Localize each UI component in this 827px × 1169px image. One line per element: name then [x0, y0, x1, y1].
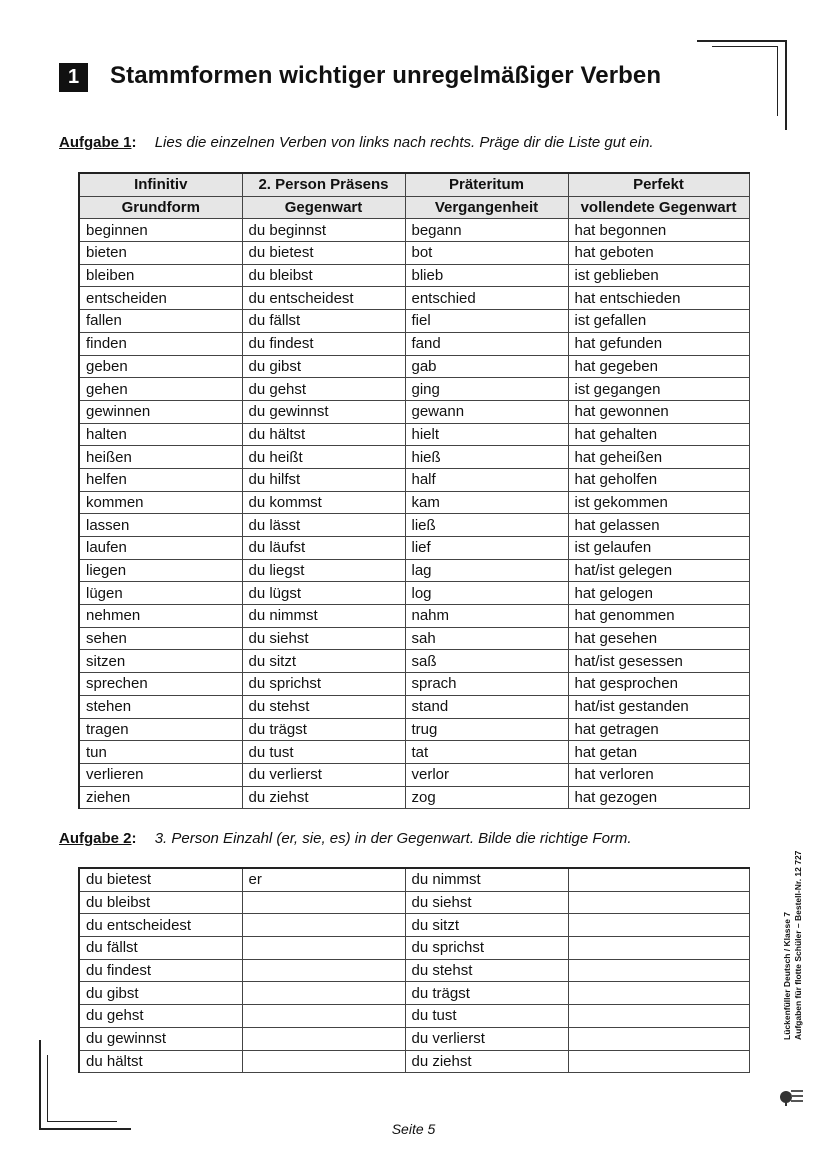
answer-cell[interactable]: [242, 959, 405, 982]
table-row: [79, 219, 749, 242]
table-cell: lassen: [79, 514, 242, 537]
table-cell: gewinnen: [79, 400, 242, 423]
task2-text: 3. Person Einzahl (er, sie, es) in der Gegenwart. Bilde die richtige Form.: [154, 830, 632, 847]
table-cell: entschied: [405, 287, 568, 310]
table-cell: du verlierst: [242, 763, 405, 786]
table-cell: hat genommen: [568, 605, 749, 628]
table-cell: tun: [79, 741, 242, 764]
answer-cell[interactable]: [242, 891, 405, 914]
table-cell: hat geboten: [568, 242, 749, 265]
table-cell: du sitzt: [405, 914, 568, 937]
answer-cell[interactable]: [242, 937, 405, 960]
table-cell: du nimmst: [242, 605, 405, 628]
table-row: [79, 355, 749, 378]
table-row: [79, 491, 749, 514]
table-cell: ist gelaufen: [568, 537, 749, 560]
table-cell: liegen: [79, 559, 242, 582]
corner-line-bottom-vertical-inner: [47, 1055, 48, 1122]
table-cell: hat/ist gestanden: [568, 695, 749, 718]
subheader-vollendete-gegenwart: vollendete Gegenwart: [568, 196, 749, 219]
side-credit: [782, 800, 804, 1040]
table-cell: beginnen: [79, 219, 242, 242]
answer-cell[interactable]: [242, 1005, 405, 1028]
task1-text: Lies die einzelnen Verben von links nach rechts. Präge dir die Liste gut ein.: [154, 134, 654, 151]
table-cell: tat: [405, 741, 568, 764]
table-cell: du heißt: [242, 446, 405, 469]
answer-cell[interactable]: [242, 1027, 405, 1050]
table-cell: hat gesehen: [568, 627, 749, 650]
table-cell: ist gefallen: [568, 310, 749, 333]
table-row: [79, 673, 749, 696]
table-row: [79, 378, 749, 401]
table-cell: sprechen: [79, 673, 242, 696]
table-cell: begann: [405, 219, 568, 242]
task1-instruction: [59, 134, 654, 151]
table-cell: bot: [405, 242, 568, 265]
table-row: [79, 868, 749, 891]
table-cell: zog: [405, 786, 568, 809]
table-row: [79, 650, 749, 673]
table-cell: hielt: [405, 423, 568, 446]
table-cell: du hilfst: [242, 468, 405, 491]
table-cell: du gibst: [242, 355, 405, 378]
table-cell: du hältst: [242, 423, 405, 446]
table-cell: ist gekommen: [568, 491, 749, 514]
table-row: [79, 741, 749, 764]
table-cell: du sprichst: [242, 673, 405, 696]
table-cell: sah: [405, 627, 568, 650]
table-cell: du stehst: [242, 695, 405, 718]
table-cell: kommen: [79, 491, 242, 514]
table-cell: lag: [405, 559, 568, 582]
exercise-table: [78, 867, 750, 1073]
table-row: [79, 1005, 749, 1028]
table-cell: du trägst: [405, 982, 568, 1005]
table-row: [79, 627, 749, 650]
table-cell: log: [405, 582, 568, 605]
answer-cell[interactable]: [242, 1050, 405, 1073]
table-row: [79, 423, 749, 446]
table-cell: hat/ist gesessen: [568, 650, 749, 673]
table-cell: du stehst: [405, 959, 568, 982]
table-cell: sehen: [79, 627, 242, 650]
table-cell: du entscheidest: [242, 287, 405, 310]
table-header-row: [79, 173, 749, 196]
answer-cell[interactable]: [568, 937, 749, 960]
table-cell: du gewinnst: [79, 1027, 242, 1050]
corner-line-top-horizontal-outer: [697, 40, 787, 42]
header-praeteritum: Präteritum: [405, 173, 568, 196]
page-title: Stammformen wichtiger unregelmäßiger Verben: [110, 62, 662, 89]
table-cell: du ziehst: [405, 1050, 568, 1073]
table-row: [79, 605, 749, 628]
header-infinitiv: Infinitiv: [79, 173, 242, 196]
table-cell: du fällst: [79, 937, 242, 960]
table-cell: nahm: [405, 605, 568, 628]
table-row: [79, 914, 749, 937]
table-cell: geben: [79, 355, 242, 378]
task2-colon: :: [131, 830, 137, 847]
table-cell: du siehst: [405, 891, 568, 914]
table-cell: stehen: [79, 695, 242, 718]
answer-cell[interactable]: [242, 982, 405, 1005]
table-cell: du lässt: [242, 514, 405, 537]
table-cell: nehmen: [79, 605, 242, 628]
table-cell: du gehst: [242, 378, 405, 401]
table-row: [79, 559, 749, 582]
table-cell: finden: [79, 332, 242, 355]
table-cell: hat gezogen: [568, 786, 749, 809]
table-cell: ließ: [405, 514, 568, 537]
table-cell: du sprichst: [405, 937, 568, 960]
table-cell: du entscheidest: [79, 914, 242, 937]
table-cell: du beginnst: [242, 219, 405, 242]
table-cell: hat/ist gelegen: [568, 559, 749, 582]
table-row: [79, 332, 749, 355]
table-cell: gab: [405, 355, 568, 378]
table-cell: du hältst: [79, 1050, 242, 1073]
table-cell: gewann: [405, 400, 568, 423]
table-cell: du gibst: [79, 982, 242, 1005]
subheader-gegenwart: Gegenwart: [242, 196, 405, 219]
side-credit-line1: Lückenfüller Deutsch / Klasse 7: [782, 911, 792, 1040]
table-cell: du gewinnst: [242, 400, 405, 423]
task1-colon: :: [131, 134, 137, 151]
publisher-logo: [777, 1086, 805, 1108]
task1-label: Aufgabe 1: [59, 134, 132, 151]
table-row: [79, 937, 749, 960]
answer-cell[interactable]: [242, 914, 405, 937]
table-cell: hat gewonnen: [568, 400, 749, 423]
section-number: 1: [59, 63, 88, 92]
table-cell: hat gefunden: [568, 332, 749, 355]
answer-cell[interactable]: [568, 982, 749, 1005]
table-cell: hat gelassen: [568, 514, 749, 537]
table-cell: hat entschieden: [568, 287, 749, 310]
table-cell: saß: [405, 650, 568, 673]
table-cell: fand: [405, 332, 568, 355]
table-cell: bleiben: [79, 264, 242, 287]
table-row: [79, 468, 749, 491]
answer-cell[interactable]: [568, 891, 749, 914]
table-cell: hat gegeben: [568, 355, 749, 378]
table-cell: trug: [405, 718, 568, 741]
answer-cell[interactable]: [568, 914, 749, 937]
table-cell: du fällst: [242, 310, 405, 333]
table-row: [79, 718, 749, 741]
answer-cell[interactable]: [568, 868, 749, 891]
answer-cell[interactable]: [568, 1005, 749, 1028]
table-row: [79, 514, 749, 537]
table-cell: hat gelogen: [568, 582, 749, 605]
table-cell: fallen: [79, 310, 242, 333]
table-row: [79, 264, 749, 287]
table-cell: verlor: [405, 763, 568, 786]
table-row: [79, 891, 749, 914]
table-cell: hat gesprochen: [568, 673, 749, 696]
corner-line-bottom-vertical-outer: [39, 1040, 41, 1130]
subheader-vergangenheit: Vergangenheit: [405, 196, 568, 219]
table-cell: hat getan: [568, 741, 749, 764]
table-row: [79, 695, 749, 718]
table-cell: blieb: [405, 264, 568, 287]
answer-cell[interactable]: [568, 1050, 749, 1073]
table-cell: half: [405, 468, 568, 491]
table-cell: du findest: [79, 959, 242, 982]
table-row: [79, 982, 749, 1005]
table-cell: du läufst: [242, 537, 405, 560]
table-row: [79, 537, 749, 560]
table-cell: du findest: [242, 332, 405, 355]
table-cell: sitzen: [79, 650, 242, 673]
table-cell: tragen: [79, 718, 242, 741]
table-row: [79, 400, 749, 423]
corner-line-top-horizontal-inner: [712, 46, 778, 47]
table-cell: helfen: [79, 468, 242, 491]
table-cell: du sitzt: [242, 650, 405, 673]
table-cell: entscheiden: [79, 287, 242, 310]
table-cell: du bleibst: [242, 264, 405, 287]
page-number: Seite 5: [391, 1121, 436, 1137]
table-cell: hieß: [405, 446, 568, 469]
table-cell: gehen: [79, 378, 242, 401]
table-cell: er: [242, 868, 405, 891]
table-row: [79, 310, 749, 333]
table-cell: laufen: [79, 537, 242, 560]
table-cell: du bietest: [79, 868, 242, 891]
side-credit-line2: Aufgaben für flotte Schüler – Bestell-Nr. 12 727: [793, 850, 803, 1040]
table-cell: du lügst: [242, 582, 405, 605]
table-cell: du ziehst: [242, 786, 405, 809]
verb-forms-table: [78, 172, 750, 809]
table-row: [79, 1050, 749, 1073]
answer-cell[interactable]: [568, 1027, 749, 1050]
table-cell: du tust: [405, 1005, 568, 1028]
table-cell: hat geheißen: [568, 446, 749, 469]
table-subheader-row: [79, 196, 749, 219]
table-cell: du liegst: [242, 559, 405, 582]
table-cell: ziehen: [79, 786, 242, 809]
table-cell: kam: [405, 491, 568, 514]
header-perfekt: Perfekt: [568, 173, 749, 196]
table-cell: du trägst: [242, 718, 405, 741]
table-cell: du kommst: [242, 491, 405, 514]
table-cell: hat geholfen: [568, 468, 749, 491]
table-cell: du gehst: [79, 1005, 242, 1028]
table-cell: du bleibst: [79, 891, 242, 914]
table-cell: du verlierst: [405, 1027, 568, 1050]
table-row: [79, 959, 749, 982]
table-row: [79, 763, 749, 786]
header-second-person: 2. Person Präsens: [242, 173, 405, 196]
table-cell: stand: [405, 695, 568, 718]
table-cell: verlieren: [79, 763, 242, 786]
table-row: [79, 242, 749, 265]
table-row: [79, 582, 749, 605]
table-cell: ging: [405, 378, 568, 401]
table-cell: lügen: [79, 582, 242, 605]
table-cell: ist gegangen: [568, 378, 749, 401]
table-cell: du bietest: [242, 242, 405, 265]
table-cell: hat verloren: [568, 763, 749, 786]
table-cell: ist geblieben: [568, 264, 749, 287]
table-row: [79, 1027, 749, 1050]
task2-label: Aufgabe 2: [59, 830, 132, 847]
table-cell: hat gehalten: [568, 423, 749, 446]
subheader-grundform: Grundform: [79, 196, 242, 219]
table-cell: sprach: [405, 673, 568, 696]
table-cell: lief: [405, 537, 568, 560]
table-cell: hat getragen: [568, 718, 749, 741]
table-cell: hat begonnen: [568, 219, 749, 242]
table-row: [79, 786, 749, 809]
table-cell: du siehst: [242, 627, 405, 650]
task2-instruction: [59, 830, 632, 847]
table-cell: heißen: [79, 446, 242, 469]
table-row: [79, 446, 749, 469]
table-cell: bieten: [79, 242, 242, 265]
answer-cell[interactable]: [568, 959, 749, 982]
table-cell: halten: [79, 423, 242, 446]
table-row: [79, 287, 749, 310]
table-cell: du tust: [242, 741, 405, 764]
corner-line-top-vertical-outer: [785, 40, 787, 130]
table-cell: fiel: [405, 310, 568, 333]
corner-line-top-vertical-inner: [777, 46, 778, 116]
table-cell: du nimmst: [405, 868, 568, 891]
